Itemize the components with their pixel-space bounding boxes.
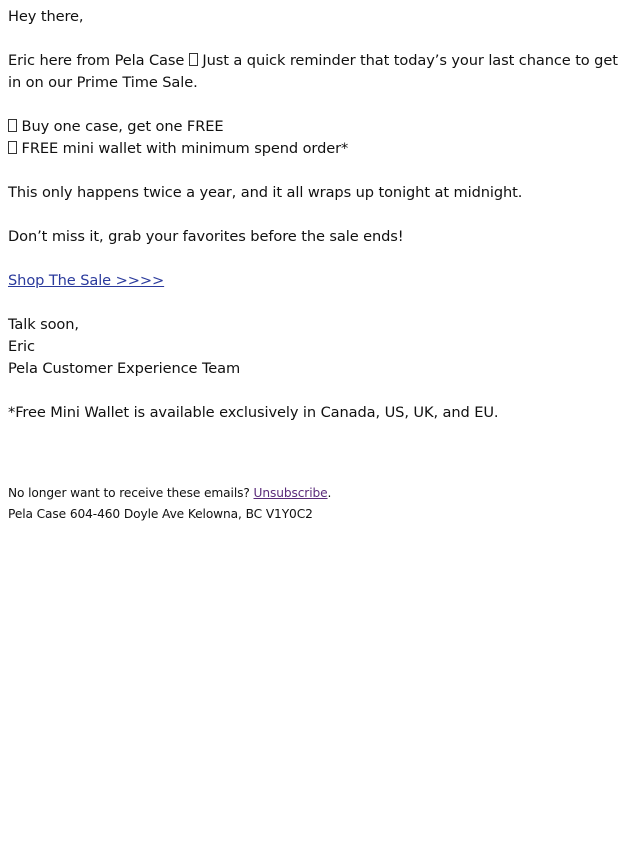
offer-text: Buy one case, get one FREE: [21, 118, 224, 135]
unsubscribe-prefix: No longer want to receive these emails?: [8, 486, 250, 500]
signoff: [8, 314, 618, 380]
twice-a-year-text: This only happens twice a year, and it all wraps up tonight at midnight.: [8, 184, 523, 201]
greeting: Hey there,: [8, 8, 84, 25]
offer-item: [8, 138, 618, 160]
offers-list: [8, 116, 618, 160]
unsubscribe-suffix: .: [327, 486, 332, 500]
intro-text-part1: Eric here from Pela Case: [8, 52, 185, 69]
signoff-closing: Talk soon,: [8, 316, 79, 333]
dont-miss-text: Don’t miss it, grab your favorites before the sale ends!: [8, 228, 404, 245]
company-address: Pela Case 604-460 Doyle Ave Kelowna, BC V1Y0C2: [8, 507, 313, 521]
intro-text-part2: Just a quick reminder that today’s your last chance to get in on our Prime Time Sale.: [8, 52, 618, 91]
offer-item: [8, 116, 618, 138]
wave-emoji-icon: [189, 53, 198, 66]
unsubscribe-line: [8, 483, 618, 504]
email-content: [8, 6, 618, 424]
email-footer: [8, 483, 618, 525]
wallet-emoji-icon: [8, 141, 17, 154]
signoff-team: Pela Customer Experience Team: [8, 360, 241, 377]
offer-text: FREE mini wallet with minimum spend order*: [21, 140, 349, 157]
shop-the-sale-link[interactable]: Shop The Sale >>>>: [8, 272, 165, 289]
signoff-name: Eric: [8, 338, 35, 355]
gift-emoji-icon: [8, 119, 17, 132]
intro-paragraph: [8, 50, 618, 94]
cta-paragraph: [8, 270, 618, 292]
disclaimer: *Free Mini Wallet is available exclusively in Canada, US, UK, and EU.: [8, 404, 499, 421]
unsubscribe-link[interactable]: Unsubscribe: [253, 486, 328, 500]
